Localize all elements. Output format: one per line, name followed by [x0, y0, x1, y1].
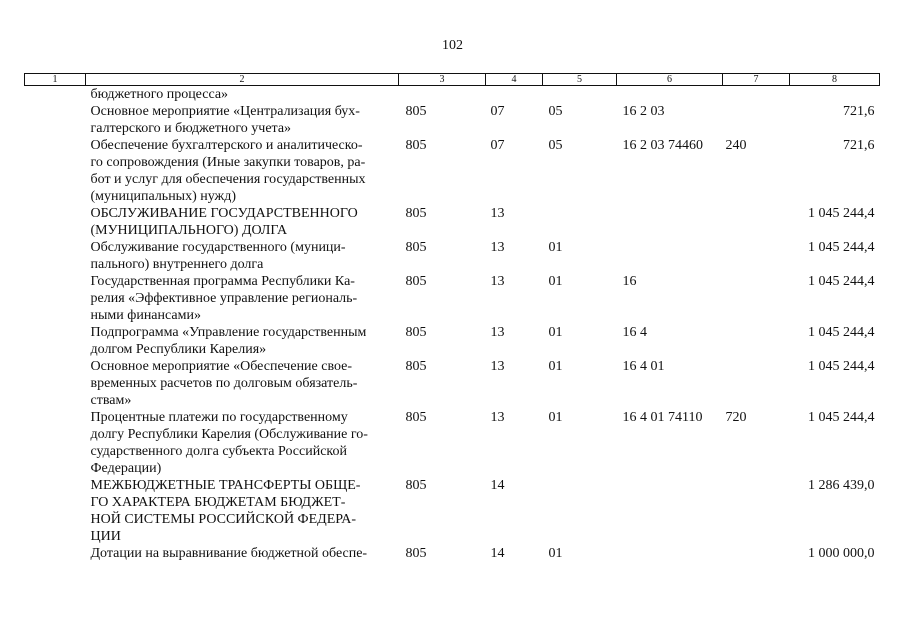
- cell-target-article: 16 4 01: [622, 359, 665, 374]
- cell-expense-type: [723, 477, 790, 545]
- cell-name: Основное мероприятие «Обеспечение свое- временных расчетов по долговым обязатель- ствам»: [90, 359, 358, 408]
- table-header-row: [25, 74, 880, 86]
- cell-target-article: 16 4: [622, 325, 647, 340]
- cell-admin-code: 805: [405, 206, 427, 221]
- cell-expense-type: 720: [725, 410, 747, 425]
- table-row: [25, 137, 880, 205]
- cell-target-article: 16 2 03: [622, 104, 665, 119]
- cell-number: [25, 545, 86, 562]
- cell-subsection: 01: [548, 240, 563, 255]
- cell-section: 13: [490, 410, 505, 425]
- cell-name: бюджетного процесса»: [90, 87, 229, 102]
- table-row: [25, 103, 880, 137]
- cell-number: [25, 137, 86, 205]
- column-header: 2: [86, 74, 399, 86]
- cell-expense-type: [723, 324, 790, 358]
- column-header: 7: [723, 74, 790, 86]
- table-row: [25, 545, 880, 562]
- table-row: [25, 358, 880, 409]
- table-body: [25, 86, 880, 563]
- cell-section: 13: [490, 240, 505, 255]
- cell-admin-code: [399, 86, 486, 104]
- cell-name: Обслуживание государственного (муници- пального) внутреннего долга: [90, 240, 346, 272]
- cell-number: [25, 86, 86, 104]
- cell-section: 13: [490, 206, 505, 221]
- cell-amount: 1 045 244,4: [808, 206, 875, 221]
- cell-subsection: 05: [548, 138, 563, 153]
- cell-admin-code: 805: [405, 274, 427, 289]
- cell-number: [25, 324, 86, 358]
- cell-target-article: [617, 477, 723, 545]
- cell-number: [25, 477, 86, 545]
- cell-expense-type: 240: [725, 138, 747, 153]
- cell-target-article: [617, 205, 723, 239]
- column-header: 4: [486, 74, 543, 86]
- cell-name: Процентные платежи по государственному долгу Республики Карелия (Обслуживание го- сударственного долга субъекта Российской Федерации): [90, 410, 368, 476]
- cell-subsection: [543, 205, 617, 239]
- cell-number: [25, 205, 86, 239]
- cell-admin-code: 805: [405, 240, 427, 255]
- table-row: [25, 86, 880, 104]
- cell-amount: 1 045 244,4: [808, 325, 875, 340]
- cell-admin-code: 805: [405, 546, 427, 561]
- cell-name: МЕЖБЮДЖЕТНЫЕ ТРАНСФЕРТЫ ОБЩЕ- ГО ХАРАКТЕРА БЮДЖЕТАМ БЮДЖЕТ- НОЙ СИСТЕМЫ РОССИЙСКОЙ ФЕДЕРА- ЦИИ: [90, 478, 361, 544]
- cell-subsection: 01: [548, 274, 563, 289]
- cell-expense-type: [723, 86, 790, 104]
- cell-amount: 721,6: [843, 104, 875, 119]
- table-row: [25, 273, 880, 324]
- cell-subsection: 01: [548, 410, 563, 425]
- cell-admin-code: 805: [405, 410, 427, 425]
- column-header: 8: [790, 74, 880, 86]
- cell-section: 13: [490, 274, 505, 289]
- cell-subsection: 01: [548, 359, 563, 374]
- cell-section: 14: [490, 478, 505, 493]
- cell-expense-type: [723, 103, 790, 137]
- cell-subsection: [543, 86, 617, 104]
- cell-amount: 1 286 439,0: [808, 478, 875, 493]
- cell-subsection: [543, 477, 617, 545]
- cell-number: [25, 409, 86, 477]
- cell-section: [486, 86, 543, 104]
- cell-amount: [790, 86, 880, 104]
- page-number: 102: [442, 38, 463, 53]
- table-row: [25, 324, 880, 358]
- cell-subsection: 05: [548, 104, 563, 119]
- cell-subsection: 01: [548, 325, 563, 340]
- cell-expense-type: [723, 358, 790, 409]
- cell-section: 14: [490, 546, 505, 561]
- cell-section: 07: [490, 104, 505, 119]
- budget-table: [24, 73, 880, 562]
- cell-amount: 1 045 244,4: [808, 274, 875, 289]
- cell-amount: 1 045 244,4: [808, 410, 875, 425]
- cell-section: 13: [490, 359, 505, 374]
- cell-expense-type: [723, 273, 790, 324]
- table-row: [25, 205, 880, 239]
- cell-number: [25, 273, 86, 324]
- cell-admin-code: 805: [405, 104, 427, 119]
- column-header: 3: [399, 74, 486, 86]
- column-header: 1: [25, 74, 86, 86]
- cell-target-article: [617, 239, 723, 273]
- cell-amount: 1 045 244,4: [808, 240, 875, 255]
- cell-amount: 721,6: [843, 138, 875, 153]
- table-row: [25, 409, 880, 477]
- cell-admin-code: 805: [405, 325, 427, 340]
- cell-name: ОБСЛУЖИВАНИЕ ГОСУДАРСТВЕННОГО (МУНИЦИПАЛЬНОГО) ДОЛГА: [90, 206, 358, 238]
- cell-name: Государственная программа Республики Ка- релия «Эффективное управление региональ- ными финансами»: [90, 274, 358, 323]
- cell-section: 13: [490, 325, 505, 340]
- cell-section: 07: [490, 138, 505, 153]
- column-header: 6: [617, 74, 723, 86]
- cell-name: Подпрограмма «Управление государственным долгом Республики Карелия»: [90, 325, 367, 357]
- cell-expense-type: [723, 239, 790, 273]
- cell-expense-type: [723, 205, 790, 239]
- cell-admin-code: 805: [405, 478, 427, 493]
- cell-expense-type: [723, 545, 790, 562]
- cell-number: [25, 239, 86, 273]
- cell-target-article: 16: [622, 274, 637, 289]
- cell-name: Основное мероприятие «Централизация бух- галтерского и бюджетного учета»: [90, 104, 360, 136]
- cell-number: [25, 103, 86, 137]
- cell-number: [25, 358, 86, 409]
- column-header: 5: [543, 74, 617, 86]
- table-row: [25, 477, 880, 545]
- cell-target-article: [617, 86, 723, 104]
- cell-target-article: 16 2 03 74460: [622, 138, 703, 153]
- table-row: [25, 239, 880, 273]
- cell-name: Обеспечение бухгалтерского и аналитическо- го сопровождения (Иные закупки товаров, ра- бот и услуг для обеспечения государственных (муниципальных) нужд): [90, 138, 366, 204]
- cell-amount: 1 000 000,0: [808, 546, 875, 561]
- cell-target-article: [617, 545, 723, 562]
- cell-subsection: 01: [548, 546, 563, 561]
- cell-admin-code: 805: [405, 138, 427, 153]
- cell-name: Дотации на выравнивание бюджетной обеспе-: [90, 546, 368, 561]
- cell-admin-code: 805: [405, 359, 427, 374]
- cell-target-article: 16 4 01 74110: [622, 410, 703, 425]
- cell-amount: 1 045 244,4: [808, 359, 875, 374]
